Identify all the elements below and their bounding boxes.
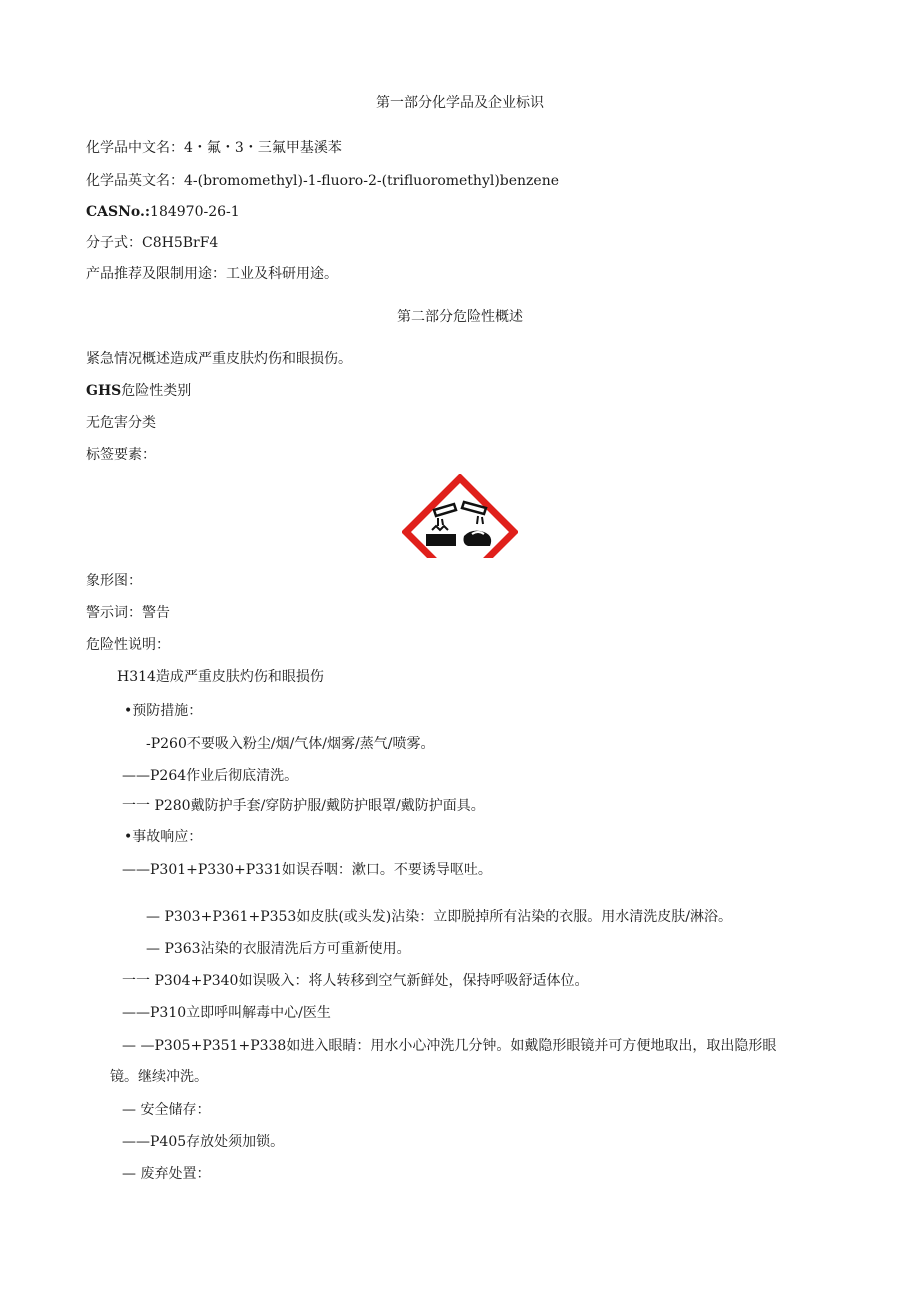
no-classification: 无危害分类 xyxy=(86,415,156,431)
english-name-label: 化学品英文名： xyxy=(86,173,184,189)
label-elements: 标签要素： xyxy=(86,447,156,463)
hazard-statements-heading: 危险性说明： xyxy=(86,637,170,653)
p405-statement: ——P405存放处须加锁。 xyxy=(122,1134,285,1150)
cas-row xyxy=(86,203,240,221)
p304-statement: 一一 P304+P340如误吸入：将人转移到空气新鲜处，保持呼吸舒适体位。 xyxy=(122,973,589,989)
cas-label: CASNo.: xyxy=(86,204,151,220)
ghs-class-text: 危险性类别 xyxy=(121,383,192,399)
chinese-name-row xyxy=(86,139,342,157)
p260-statement: -P260不要吸入粉尘/烟/气体/烟雾/蒸气/喷雾。 xyxy=(146,736,435,752)
signal-word: 警示词：警告 xyxy=(86,605,170,621)
p301-statement: ——P301+P330+P331如误吞咽：漱口。不要诱导呕吐。 xyxy=(122,862,492,878)
chinese-name-label: 化学品中文名： xyxy=(86,140,184,156)
p310-statement: ——P310立即呼叫解毒中心/医生 xyxy=(122,1005,331,1021)
p305-statement-line1: — —P305+P351+P338如进入眼睛：用水小心冲洗几分钟。如戴隐形眼镜并可方便地取出，取出隐形眼 xyxy=(122,1038,777,1054)
storage-heading: — 安全储存： xyxy=(122,1102,211,1118)
chinese-name-value: 4・氟・3・三氟甲基溪苯 xyxy=(184,140,342,156)
english-name-value: 4-(bromomethyl)-1-fluoro-2-(trifluoromethyl)benzene xyxy=(184,173,560,189)
emergency-overview: 紧急情况概述造成严重皮肤灼伤和眼损伤。 xyxy=(86,351,352,367)
response-heading: •事故响应： xyxy=(124,829,203,845)
formula-value: C8H5BrF4 xyxy=(142,235,219,251)
p363-statement: — P363沾染的衣服清洗后方可重新使用。 xyxy=(146,941,411,957)
hazard-h314: H314造成严重皮肤灼伤和眼损伤 xyxy=(117,669,324,685)
ghs-class-row xyxy=(86,382,191,400)
p305-statement-line2: 镜。继续冲洗。 xyxy=(110,1069,208,1085)
cas-value: 184970-26-1 xyxy=(150,204,240,220)
corrosion-pictogram-icon xyxy=(402,474,518,558)
pictogram-label: 象形图： xyxy=(86,573,142,589)
disposal-heading: — 废弃处置： xyxy=(122,1166,211,1182)
formula-row xyxy=(86,234,218,252)
formula-label: 分子式： xyxy=(86,235,142,251)
ghs-label: GHS xyxy=(86,383,122,399)
section1-heading: 第一部分化学品及企业标识 xyxy=(376,95,544,111)
p264-statement: ——P264作业后彻底清洗。 xyxy=(122,768,299,784)
recommended-use: 产品推荐及限制用途：工业及科研用途。 xyxy=(86,266,338,282)
p303-statement: — P303+P361+P353如皮肤(或头发)沾染：立即脱掉所有沾染的衣服。用水清洗皮肤/淋浴。 xyxy=(146,909,732,925)
section2-heading: 第二部分危险性概述 xyxy=(397,309,523,325)
english-name-row xyxy=(86,172,559,190)
prevention-heading: •预防措施： xyxy=(124,703,203,719)
p280-statement: 一一 P280戴防护手套/穿防护服/戴防护眼罩/戴防护面具。 xyxy=(122,798,485,814)
